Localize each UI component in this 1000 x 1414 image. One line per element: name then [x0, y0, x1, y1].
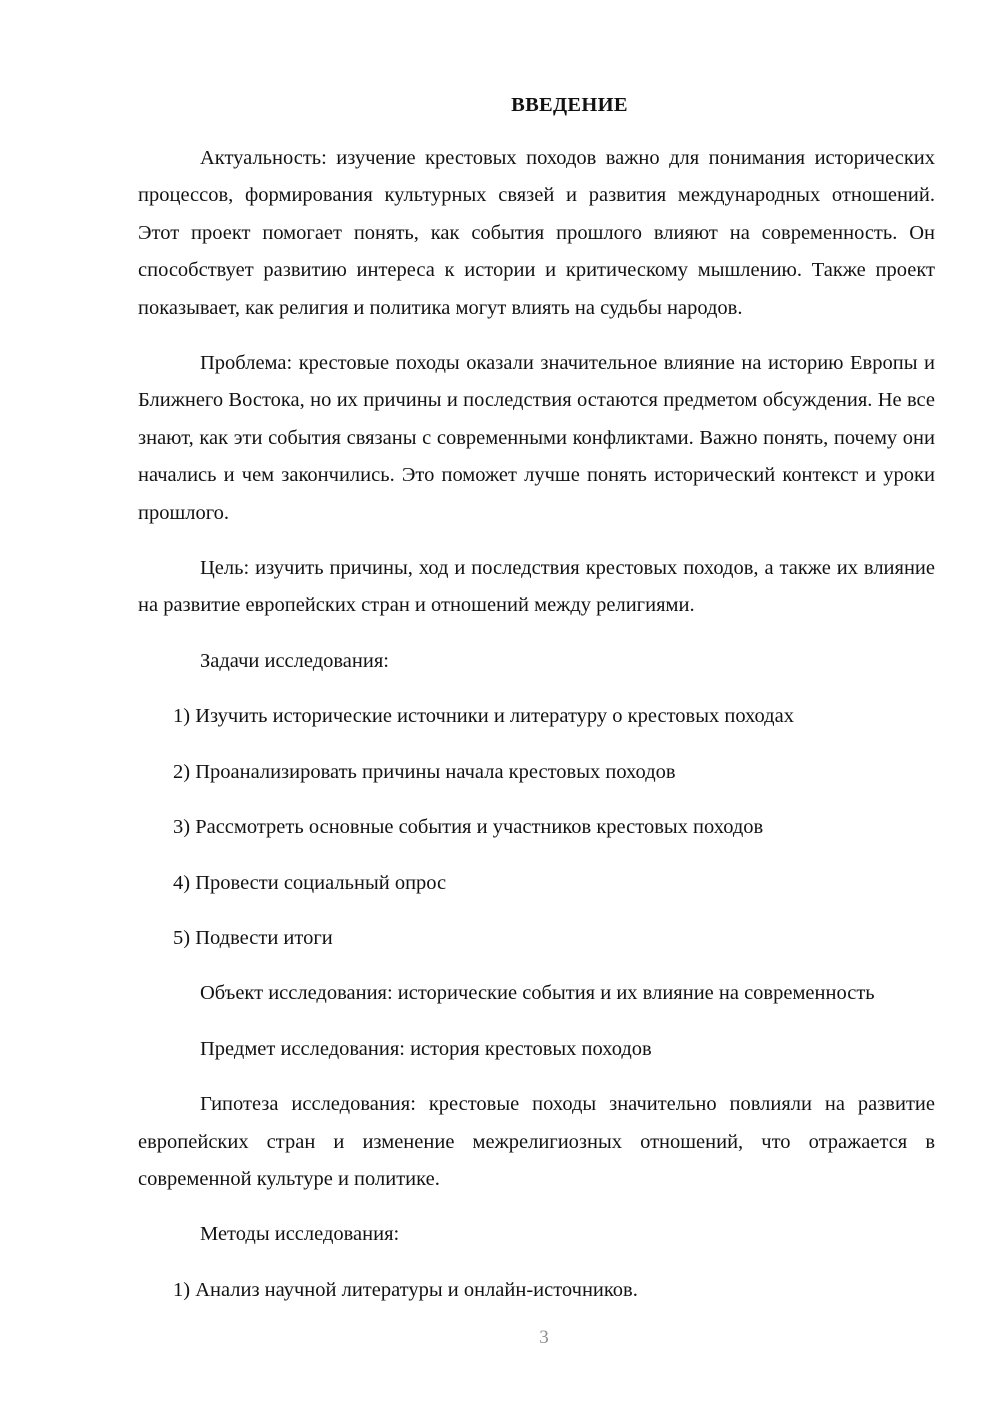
- paragraph-hypothesis: Гипотеза исследования: крестовые походы значительно повлияли на развитие европейских стран и изменение межрелигиозных отношений, что отражается в современной культуре и политике.: [138, 1093, 935, 1190]
- page-number: 3: [539, 1327, 549, 1348]
- heading-methods: Методы исследования:: [200, 1223, 400, 1246]
- list-item: 3) Рассмотреть основные события и участников крестовых походов: [173, 816, 764, 839]
- list-item: 5) Подвести итоги: [173, 926, 333, 949]
- list-item: 1) Изучить исторические источники и литературу о крестовых походах: [173, 705, 794, 728]
- paragraph-relevance: Актуальность: изучение крестовых походов важно для понимания исторических процессов, формирования культурных связей и развития международных отношений. Этот проект помогает понять, как события прошлого влияют на современность. Он способствует развитию интереса к истории и критическому мышлению. Также проект показывает, как религия и политика могут влиять на судьбы народов.: [138, 147, 935, 319]
- paragraph-object: Объект исследования: исторические события и их влияние на современность: [200, 982, 875, 1005]
- heading-tasks: Задачи исследования:: [200, 649, 389, 672]
- tasks-list: [138, 680, 935, 957]
- page-title: ВВЕДЕНИЕ: [511, 94, 628, 116]
- paragraph-subject: Предмет исследования: история крестовых походов: [200, 1037, 652, 1060]
- list-item: 4) Провести социальный опрос: [173, 871, 447, 894]
- methods-list: [138, 1254, 935, 1309]
- list-item: 2) Проанализировать причины начала крестовых походов: [173, 760, 676, 783]
- page-content: [138, 0, 935, 1309]
- list-item: 1) Анализ научной литературы и онлайн-источников.: [173, 1278, 638, 1301]
- paragraph-goal: Цель: изучить причины, ход и последствия крестовых походов, а также их влияние на развитие европейских стран и отношений между религиями.: [138, 557, 935, 617]
- paragraph-problem: Проблема: крестовые походы оказали значительное влияние на историю Европы и Ближнего Востока, но их причины и последствия остаются предметом обсуждения. Не все знают, как эти события связаны с современными конфликтами. Важно понять, почему они начались и чем закончились. Это поможет лучше понять исторический контекст и уроки прошлого.: [138, 352, 935, 524]
